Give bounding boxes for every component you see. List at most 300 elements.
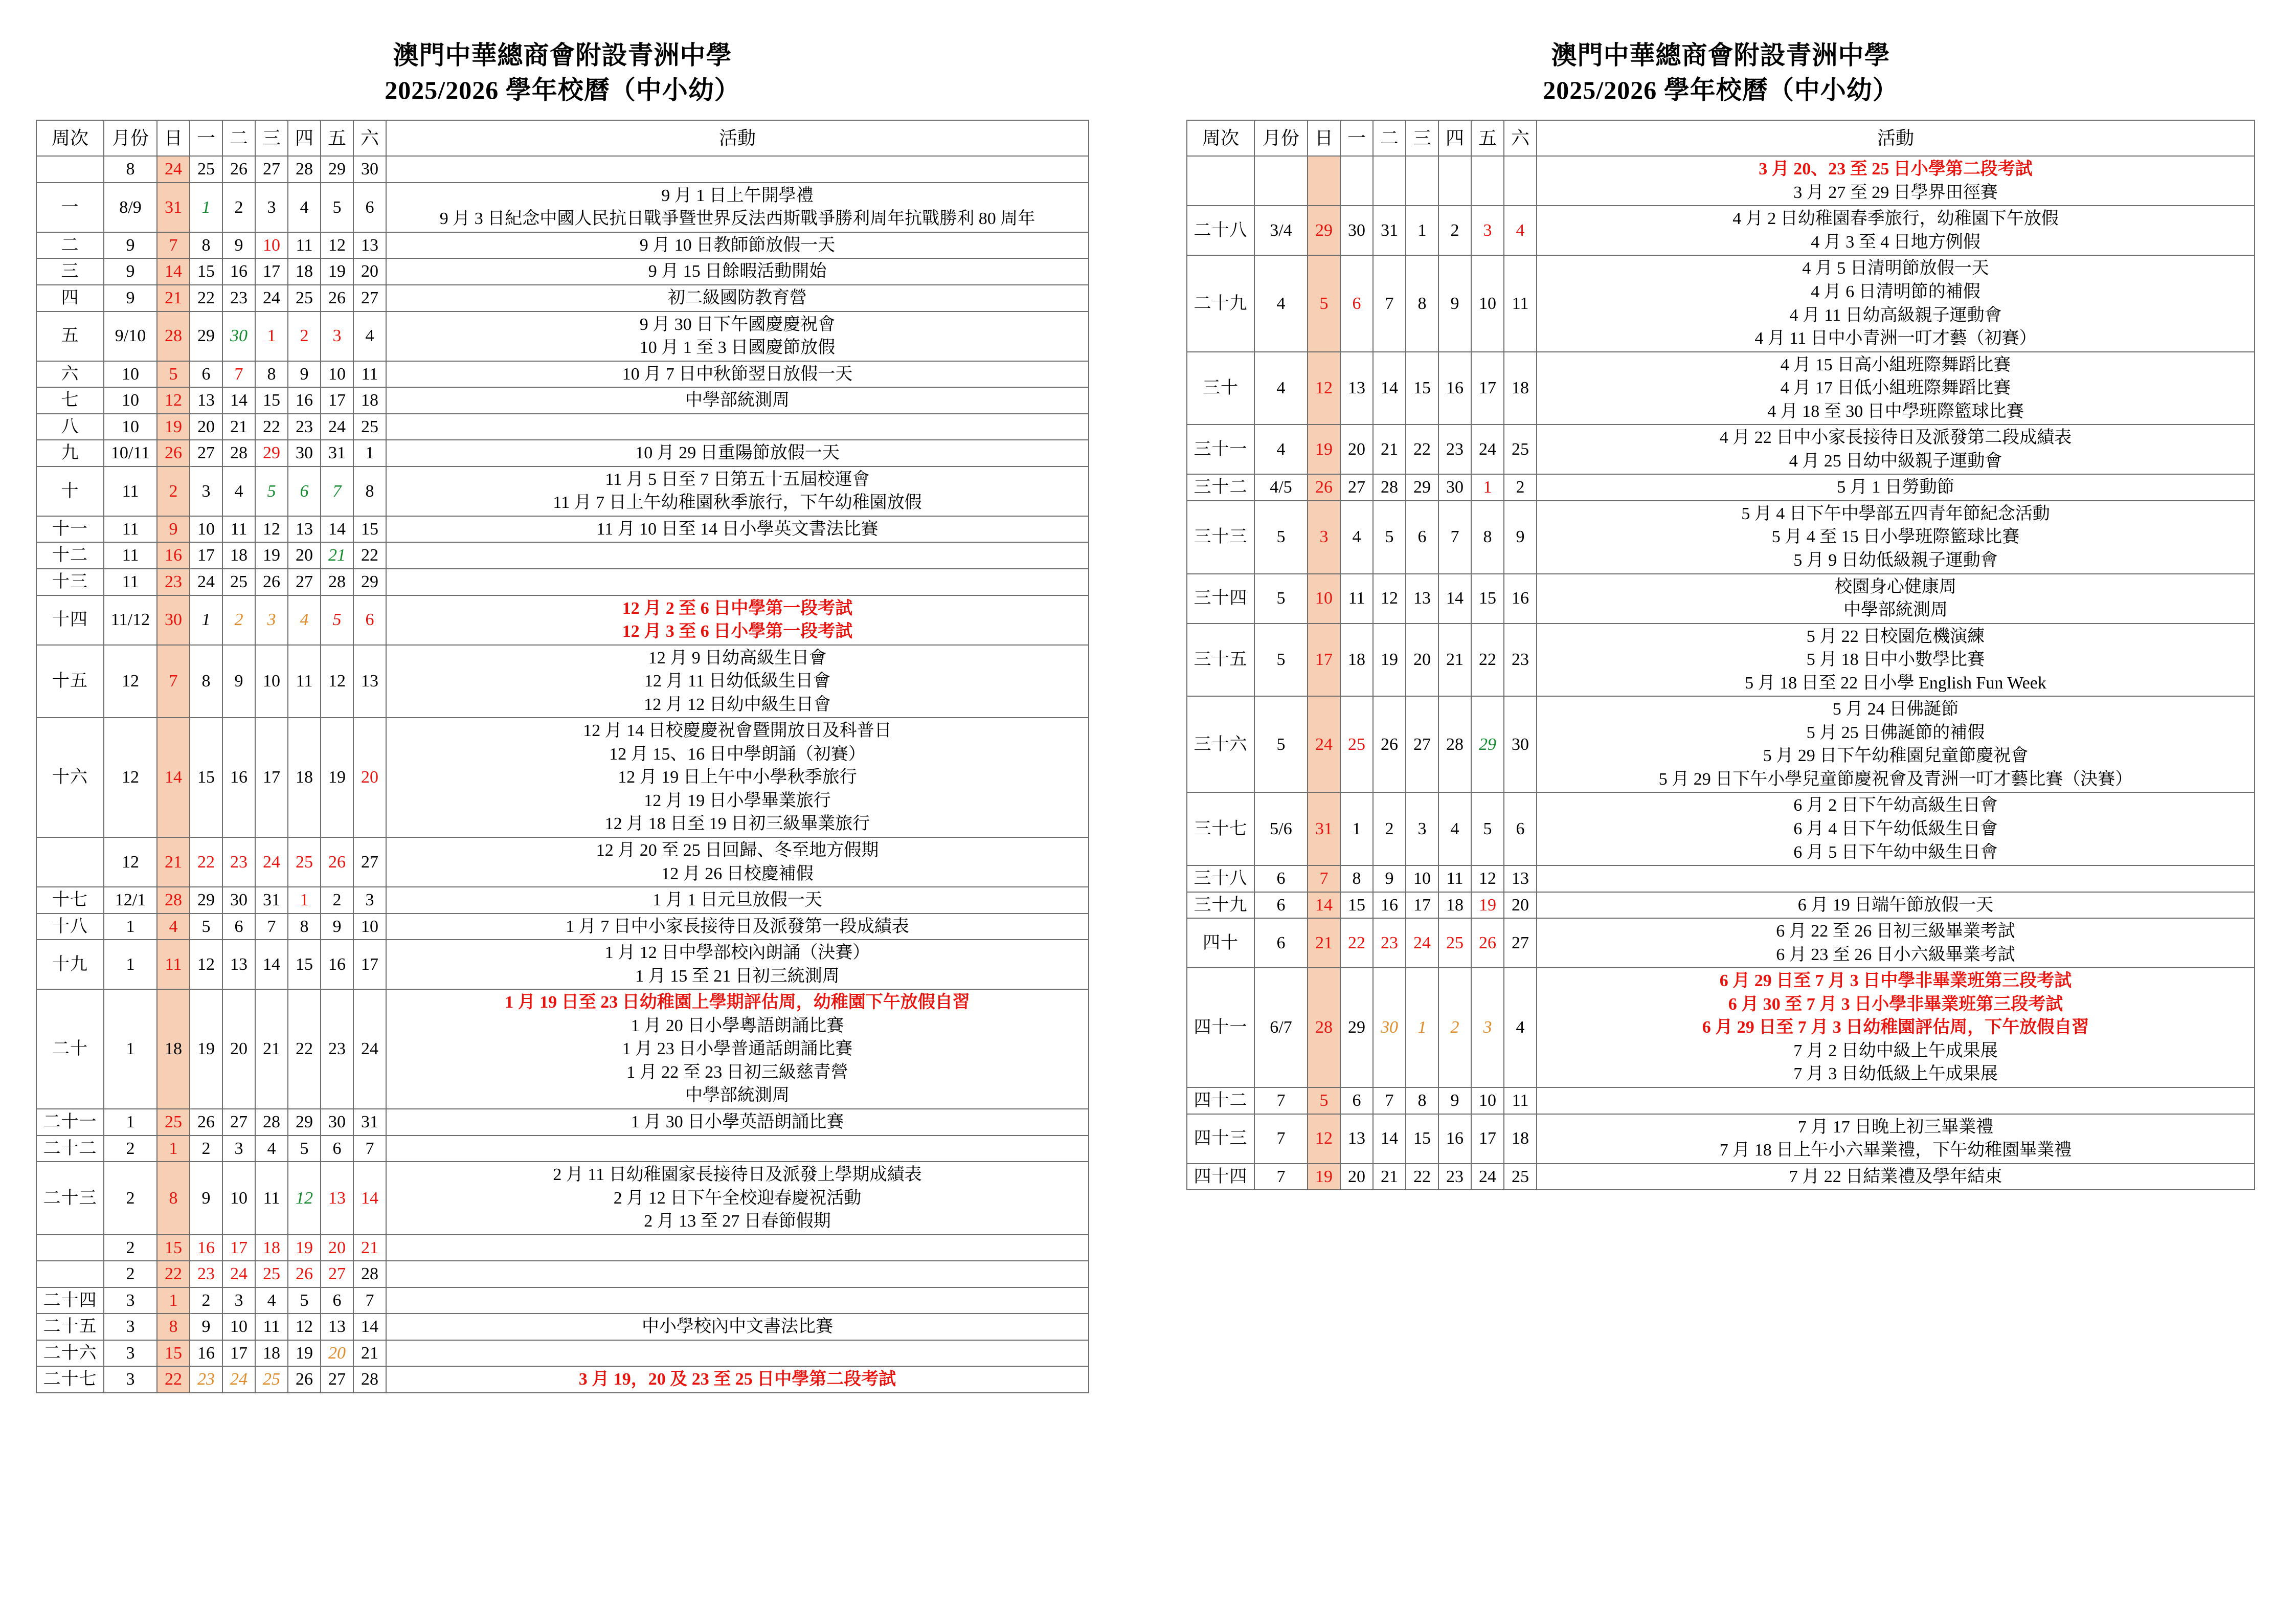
day-number: 4 xyxy=(1352,527,1361,547)
table-row xyxy=(36,989,1089,1109)
day-cell xyxy=(255,1340,288,1367)
day-cell xyxy=(288,312,321,361)
day-cell xyxy=(1406,574,1438,624)
day-cell xyxy=(321,361,353,388)
month-cell: 9 xyxy=(104,285,157,312)
day-cell xyxy=(321,645,353,718)
month-cell: 12/1 xyxy=(104,887,157,914)
week-number-cell: 四十二 xyxy=(1187,1087,1254,1114)
day-cell xyxy=(255,466,288,516)
table-row xyxy=(36,887,1089,914)
day-cell xyxy=(255,156,288,183)
table-row xyxy=(36,1340,1089,1367)
day-cell-sunday xyxy=(157,914,190,940)
day-cell xyxy=(222,542,255,569)
day-number: 4 xyxy=(365,326,374,346)
day-number: 6 xyxy=(1417,527,1427,547)
day-number: 5 xyxy=(169,364,178,384)
month-cell: 11 xyxy=(104,516,157,543)
day-number: 8 xyxy=(300,917,309,936)
day-cell-sunday xyxy=(1308,1164,1340,1190)
day-number: 24 xyxy=(1413,933,1431,952)
day-cell xyxy=(190,258,222,285)
calendar-table-right xyxy=(1186,120,2255,1190)
activity-cell xyxy=(386,1366,1089,1393)
month-cell: 6/7 xyxy=(1254,968,1308,1087)
day-cell xyxy=(353,1162,386,1235)
day-cell xyxy=(222,1261,255,1287)
day-cell xyxy=(190,1287,222,1314)
day-cell xyxy=(288,1340,321,1367)
day-cell-sunday xyxy=(1308,425,1340,474)
day-number: 4 xyxy=(267,1291,276,1310)
day-cell-sunday xyxy=(157,183,190,232)
day-number: 25 xyxy=(361,417,378,436)
day-cell xyxy=(190,645,222,718)
month-cell: 3 xyxy=(104,1287,157,1314)
month-cell: 2 xyxy=(104,1162,157,1235)
day-cell xyxy=(1504,1087,1537,1114)
table-row xyxy=(36,914,1089,940)
day-number: 21 xyxy=(165,288,182,307)
day-number: 21 xyxy=(1381,440,1398,459)
day-cell xyxy=(1406,1114,1438,1164)
day-number: 10 xyxy=(1479,294,1496,313)
day-cell xyxy=(1438,1164,1471,1190)
day-cell xyxy=(353,989,386,1109)
day-number: 10 xyxy=(197,519,215,539)
day-cell xyxy=(353,1340,386,1367)
day-cell xyxy=(288,440,321,466)
activity-entry: 中學部統測周 xyxy=(685,391,790,410)
right-column xyxy=(1186,0,2255,1190)
day-number: 27 xyxy=(263,160,280,179)
day-number: 14 xyxy=(361,1188,378,1208)
day-cell xyxy=(255,1366,288,1393)
day-cell-sunday xyxy=(157,516,190,543)
day-number: 12 xyxy=(296,1188,313,1208)
day-cell xyxy=(1373,352,1406,425)
day-number: 5 xyxy=(201,917,211,936)
day-cell xyxy=(190,156,222,183)
day-cell xyxy=(190,887,222,914)
day-number: 30 xyxy=(165,610,182,630)
day-cell xyxy=(353,718,386,837)
day-number: 15 xyxy=(1413,379,1431,398)
day-number: 20 xyxy=(1512,895,1529,915)
day-cell xyxy=(288,718,321,837)
day-number: 31 xyxy=(1315,819,1333,838)
day-number: 30 xyxy=(296,443,313,463)
header-monday: 一 xyxy=(1340,120,1373,156)
day-number: 26 xyxy=(197,1113,215,1132)
day-number: 14 xyxy=(165,768,182,787)
activity-entry: 10 月 7 日中秋節翌日放假一天 xyxy=(622,364,853,384)
activity-entry: 4 月 17 日低小組班際舞蹈比賽 xyxy=(1780,379,2011,398)
month-cell: 4/5 xyxy=(1254,474,1308,501)
activity-entry: 9 月 15 日餘暇活動開始 xyxy=(648,262,827,281)
activity-entry: 10 月 29 日重陽節放假一天 xyxy=(635,443,840,463)
activity-cell xyxy=(386,914,1089,940)
day-number: 6 xyxy=(300,481,309,501)
day-cell xyxy=(1504,206,1537,255)
day-cell xyxy=(1373,1087,1406,1114)
day-number: 20 xyxy=(328,1238,346,1257)
day-cell xyxy=(353,1287,386,1314)
day-cell xyxy=(288,516,321,543)
day-cell xyxy=(222,285,255,312)
day-number: 6 xyxy=(332,1139,342,1158)
day-number: 18 xyxy=(361,391,378,410)
day-cell xyxy=(222,887,255,914)
day-number: 22 xyxy=(1348,933,1365,952)
activity-entry: 4 月 18 至 30 日中學班際籃球比賽 xyxy=(1767,402,2024,421)
day-cell xyxy=(321,718,353,837)
day-number: 8 xyxy=(267,364,276,384)
day-cell xyxy=(255,516,288,543)
activity-entry: 12 月 19 日小學畢業旅行 xyxy=(644,791,831,810)
day-number: 11 xyxy=(263,1317,280,1337)
day-number: 8 xyxy=(1352,869,1361,888)
activity-entry: 12 月 2 至 6 日中學第一段考試 xyxy=(622,598,853,618)
day-number: 14 xyxy=(1381,379,1398,398)
day-number: 10 xyxy=(361,917,378,936)
day-cell xyxy=(321,595,353,645)
month-cell: 3 xyxy=(104,1314,157,1340)
day-number: 25 xyxy=(230,572,247,591)
day-cell xyxy=(1373,501,1406,574)
day-number: 2 xyxy=(1516,478,1525,497)
day-number: 17 xyxy=(230,1238,247,1257)
day-cell xyxy=(353,940,386,989)
day-number: 18 xyxy=(1348,650,1365,670)
day-number: 25 xyxy=(1512,1167,1529,1186)
day-cell-sunday xyxy=(1308,255,1340,351)
day-cell xyxy=(288,285,321,312)
day-number: 15 xyxy=(361,519,378,539)
day-cell xyxy=(1406,968,1438,1087)
activity-entry: 7 月 22 日結業禮及學年結束 xyxy=(1789,1167,2002,1186)
day-cell xyxy=(353,516,386,543)
day-cell xyxy=(353,1136,386,1162)
day-number: 1 xyxy=(1417,1018,1427,1037)
day-number: 17 xyxy=(263,768,280,787)
month-cell: 7 xyxy=(1254,1114,1308,1164)
day-number: 18 xyxy=(1512,379,1529,398)
day-cell xyxy=(1406,255,1438,351)
day-cell xyxy=(222,414,255,440)
day-cell xyxy=(222,156,255,183)
day-cell xyxy=(222,1287,255,1314)
day-number: 1 xyxy=(201,610,211,630)
day-number: 18 xyxy=(1446,895,1464,915)
day-cell xyxy=(1438,474,1471,501)
month-cell: 5 xyxy=(1254,696,1308,792)
day-cell-sunday xyxy=(157,940,190,989)
table-row xyxy=(36,232,1089,259)
header-sunday: 日 xyxy=(1308,120,1340,156)
day-cell xyxy=(353,258,386,285)
day-number: 1 xyxy=(300,891,309,910)
week-number-cell: 十六 xyxy=(36,718,104,837)
day-cell-sunday xyxy=(157,414,190,440)
day-cell xyxy=(190,1109,222,1136)
day-cell xyxy=(222,466,255,516)
day-number: 24 xyxy=(1479,1167,1496,1186)
week-number-cell: 十七 xyxy=(36,887,104,914)
day-cell xyxy=(321,1261,353,1287)
day-number: 11 xyxy=(296,235,313,255)
activity-entry: 1 月 20 日小學粵語朗誦比賽 xyxy=(631,1016,844,1035)
day-cell-sunday xyxy=(157,1314,190,1340)
header-activity: 活動 xyxy=(386,120,1089,156)
table-row xyxy=(36,285,1089,312)
day-cell xyxy=(1373,968,1406,1087)
day-number: 26 xyxy=(165,443,182,463)
activity-cell xyxy=(1537,501,2255,574)
day-number: 7 xyxy=(169,672,178,691)
table-row xyxy=(1187,352,2255,425)
day-number: 15 xyxy=(165,1238,182,1257)
day-number: 22 xyxy=(361,546,378,565)
table-row xyxy=(36,258,1089,285)
table-row xyxy=(36,569,1089,595)
day-number: 4 xyxy=(300,610,309,630)
table-row xyxy=(36,1366,1089,1393)
activity-entry: 4 月 3 至 4 日地方例假 xyxy=(1811,232,1980,252)
day-number: 12 xyxy=(1315,379,1333,398)
day-number: 28 xyxy=(296,160,313,179)
day-number: 6 xyxy=(365,610,374,630)
activity-cell xyxy=(386,440,1089,466)
day-number: 2 xyxy=(300,326,309,346)
day-cell xyxy=(321,1235,353,1261)
day-number: 30 xyxy=(1381,1018,1398,1037)
day-number: 4 xyxy=(267,1139,276,1158)
day-number: 16 xyxy=(197,1238,215,1257)
day-number: 27 xyxy=(361,288,378,307)
day-cell xyxy=(1504,352,1537,425)
day-number: 12 xyxy=(1315,1129,1333,1148)
activity-entry: 12 月 3 至 6 日小學第一段考試 xyxy=(622,622,853,641)
activity-cell xyxy=(1537,624,2255,697)
day-number: 31 xyxy=(1381,221,1398,240)
day-cell xyxy=(1471,1164,1504,1190)
table-row xyxy=(1187,696,2255,792)
day-number: 12 xyxy=(1381,589,1398,608)
day-number: 16 xyxy=(1446,379,1464,398)
table-row xyxy=(36,1261,1089,1287)
activity-entry: 5 月 18 日至 22 日小學 English Fun Week xyxy=(1745,673,2046,693)
day-number: 7 xyxy=(1385,1091,1394,1110)
day-number: 7 xyxy=(234,364,243,384)
activity-cell xyxy=(1537,865,2255,892)
day-cell xyxy=(353,312,386,361)
day-cell xyxy=(255,569,288,595)
day-cell-sunday xyxy=(157,466,190,516)
day-number: 23 xyxy=(1446,440,1464,459)
day-cell xyxy=(321,1109,353,1136)
table-row xyxy=(36,440,1089,466)
day-cell xyxy=(321,914,353,940)
day-cell xyxy=(190,940,222,989)
day-number: 1 xyxy=(267,326,276,346)
week-number-cell: 二十六 xyxy=(36,1340,104,1367)
day-cell xyxy=(1471,1114,1504,1164)
activity-cell xyxy=(386,1340,1089,1367)
day-cell xyxy=(1504,696,1537,792)
table-row xyxy=(1187,1164,2255,1190)
day-number: 15 xyxy=(1479,589,1496,608)
month-cell: 4 xyxy=(1254,425,1308,474)
day-cell xyxy=(222,914,255,940)
week-number-cell: 九 xyxy=(36,440,104,466)
day-cell xyxy=(353,569,386,595)
activity-cell xyxy=(386,569,1089,595)
day-cell-sunday xyxy=(157,258,190,285)
day-cell xyxy=(222,1314,255,1340)
day-cell xyxy=(1438,501,1471,574)
day-number: 26 xyxy=(230,160,247,179)
day-number: 15 xyxy=(197,768,215,787)
activity-entry: 中學部統測周 xyxy=(685,1086,790,1105)
activity-entry: 6 月 19 日端午節放假一天 xyxy=(1797,895,1994,915)
day-number: 29 xyxy=(1315,221,1333,240)
month-cell: 8 xyxy=(104,156,157,183)
day-cell xyxy=(1340,792,1373,865)
day-number: 16 xyxy=(1446,1129,1464,1148)
week-number-cell: 二十八 xyxy=(1187,206,1254,255)
day-number: 23 xyxy=(197,1264,215,1284)
day-number: 15 xyxy=(1413,1129,1431,1148)
day-cell xyxy=(321,440,353,466)
table-row xyxy=(36,542,1089,569)
day-cell-sunday xyxy=(1308,352,1340,425)
day-number: 15 xyxy=(165,1343,182,1363)
day-cell-sunday xyxy=(1308,918,1340,968)
table-row xyxy=(36,156,1089,183)
day-cell-sunday xyxy=(157,1340,190,1367)
activity-cell xyxy=(1537,574,2255,624)
month-cell: 11 xyxy=(104,542,157,569)
day-cell xyxy=(1373,255,1406,351)
day-cell xyxy=(288,837,321,887)
day-cell xyxy=(1406,918,1438,968)
school-name-right: 澳門中華總商會附設青洲中學 xyxy=(1551,41,1890,70)
day-number: 13 xyxy=(230,954,247,974)
day-cell xyxy=(353,1235,386,1261)
day-number: 26 xyxy=(328,288,346,307)
day-number: 30 xyxy=(230,891,247,910)
activity-entry: 5 月 29 日下午幼稚園兒童節慶祝會 xyxy=(1763,746,2029,766)
day-cell-sunday xyxy=(1308,574,1340,624)
day-cell xyxy=(190,183,222,232)
day-number: 23 xyxy=(230,288,247,307)
day-number: 30 xyxy=(1348,221,1365,240)
day-number: 13 xyxy=(1348,379,1365,398)
day-cell xyxy=(222,1340,255,1367)
day-number: 5 xyxy=(1483,819,1492,838)
day-number: 6 xyxy=(1516,819,1525,838)
day-cell xyxy=(1373,892,1406,919)
header-activity: 活動 xyxy=(1537,120,2255,156)
day-cell-sunday xyxy=(157,887,190,914)
day-number: 19 xyxy=(165,417,182,436)
week-number-cell: 二十一 xyxy=(36,1109,104,1136)
day-cell xyxy=(190,1162,222,1235)
month-cell: 5 xyxy=(1254,574,1308,624)
day-number: 19 xyxy=(1315,440,1333,459)
day-cell xyxy=(353,466,386,516)
activity-entry: 7 月 18 日上午小六畢業禮，下午幼稚園畢業禮 xyxy=(1719,1141,2072,1160)
day-number: 29 xyxy=(197,326,215,346)
day-cell xyxy=(255,361,288,388)
day-cell xyxy=(255,1261,288,1287)
day-number: 5 xyxy=(332,197,342,217)
day-cell xyxy=(321,837,353,887)
day-cell xyxy=(321,542,353,569)
day-number: 21 xyxy=(1446,650,1464,670)
day-number: 31 xyxy=(361,1113,378,1132)
day-number: 3 xyxy=(234,1139,243,1158)
day-number: 26 xyxy=(1315,478,1333,497)
day-number: 1 xyxy=(201,197,211,217)
day-cell-sunday xyxy=(157,440,190,466)
header-saturday: 六 xyxy=(1504,120,1537,156)
day-cell xyxy=(255,183,288,232)
day-number: 8 xyxy=(1417,1091,1427,1110)
table-row xyxy=(1187,425,2255,474)
day-number: 28 xyxy=(165,891,182,910)
day-number: 7 xyxy=(267,917,276,936)
day-cell xyxy=(190,1340,222,1367)
day-cell xyxy=(222,232,255,259)
header-thursday: 四 xyxy=(288,120,321,156)
day-cell xyxy=(255,440,288,466)
day-cell xyxy=(288,1366,321,1393)
day-cell xyxy=(288,414,321,440)
calendar-subtitle-left: 2025/2026 學年校曆（中小幼） xyxy=(385,76,740,104)
day-number: 5 xyxy=(1319,1091,1329,1110)
day-number: 6 xyxy=(1352,294,1361,313)
day-cell xyxy=(353,414,386,440)
day-number: 16 xyxy=(296,391,313,410)
day-cell xyxy=(1340,696,1373,792)
day-number: 22 xyxy=(197,288,215,307)
week-number-cell: 三十二 xyxy=(1187,474,1254,501)
table-row xyxy=(1187,255,2255,351)
day-number: 11 xyxy=(1446,869,1464,888)
day-cell xyxy=(1373,206,1406,255)
day-cell xyxy=(190,1261,222,1287)
day-number: 10 xyxy=(263,235,280,255)
day-number: 24 xyxy=(165,160,182,179)
month-cell: 10 xyxy=(104,387,157,414)
day-number: 24 xyxy=(1315,735,1333,754)
week-number-cell: 二十七 xyxy=(36,1366,104,1393)
day-number: 27 xyxy=(1413,735,1431,754)
day-cell xyxy=(1373,425,1406,474)
day-number: 3 xyxy=(201,481,211,501)
activity-entry: 6 月 22 至 26 日初三級畢業考試 xyxy=(1776,922,2015,941)
day-cell xyxy=(1340,624,1373,697)
week-number-cell: 六 xyxy=(36,361,104,388)
day-cell xyxy=(288,989,321,1109)
day-number: 21 xyxy=(361,1238,378,1257)
day-number: 18 xyxy=(1512,1129,1529,1148)
day-number: 20 xyxy=(361,768,378,787)
day-number: 17 xyxy=(1479,1129,1496,1148)
